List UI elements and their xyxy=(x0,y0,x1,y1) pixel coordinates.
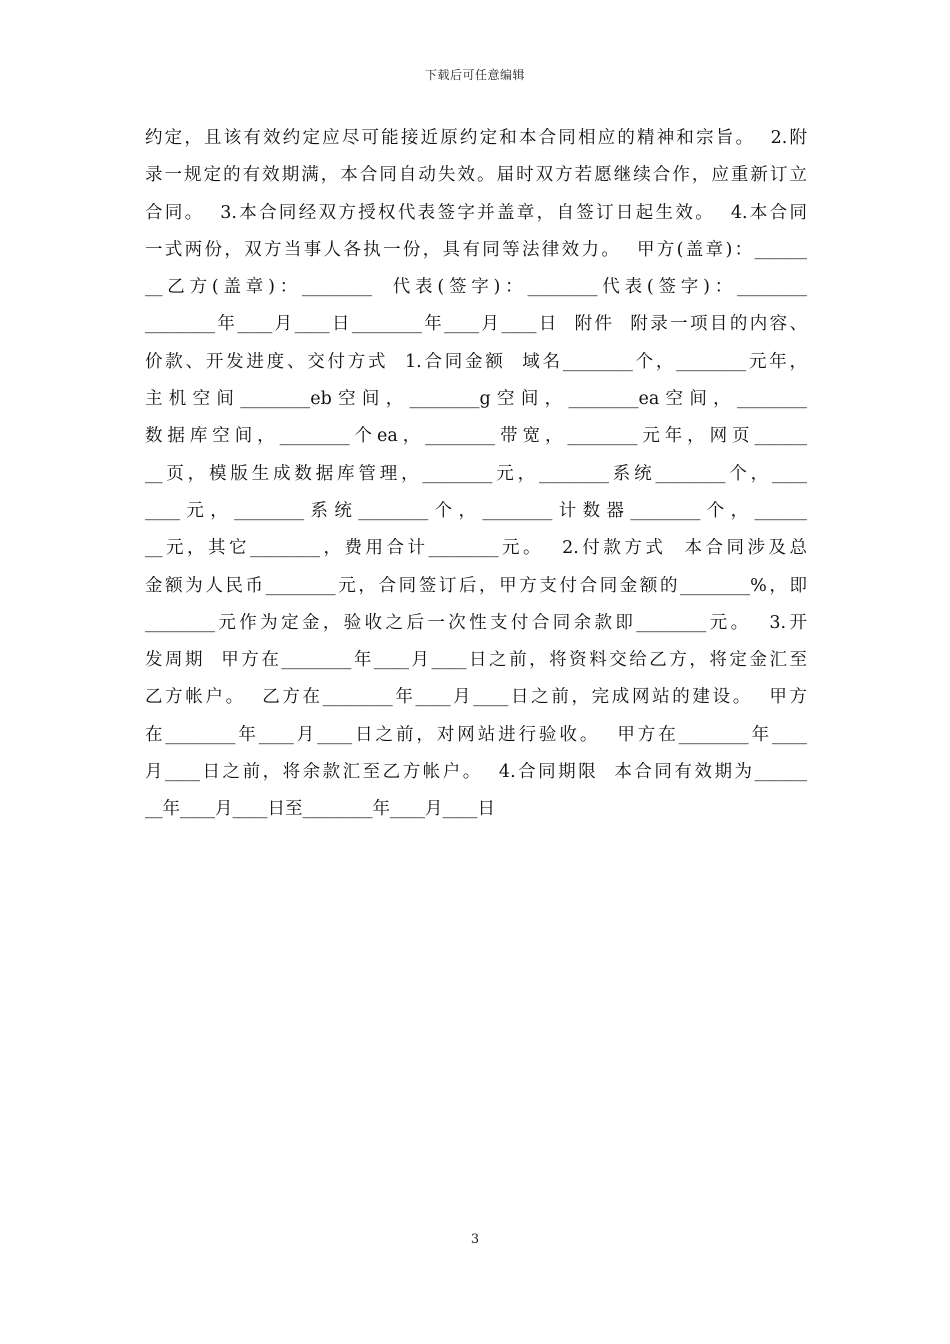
body-line: 数据库空间，________个ea，________带宽，________元年，网页______ xyxy=(145,426,807,447)
body-line: __年____月____日至________年____月____日 xyxy=(145,799,495,820)
body-line: 在________年____月____日之前，对网站进行验收。 甲方在________年____ xyxy=(145,724,807,745)
body-line: 合同。 3.本合同经双方授权代表签字并盖章，自签订日起生效。 4.本合同 xyxy=(145,202,807,223)
body-line: 价款、开发进度、交付方式 1.合同金额 域名________个，________元年， xyxy=(145,351,807,372)
body-line: 发周期 甲方在________年____月____日之前，将资料交给乙方，将定金汇至 xyxy=(145,650,807,671)
body-line: 月____日之前，将余款汇至乙方帐户。 4.合同期限 本合同有效期为______ xyxy=(145,762,807,783)
body-line: ________年____月____日________年____月____日 附件 附录一项目的内容、 xyxy=(145,314,807,335)
page-number: 3 xyxy=(470,1232,480,1247)
document-body xyxy=(145,124,807,833)
body-line: __元，其它________，费用合计________元。 2.付款方式 本合同涉及总 xyxy=(145,538,807,559)
body-line: 金额为人民币________元，合同签订后，甲方支付合同金额的________%，即 xyxy=(145,575,807,596)
body-line: 乙方帐户。 乙方在________年____月____日之前，完成网站的建设。 甲方 xyxy=(145,687,807,708)
body-line: ________元作为定金，验收之后一次性支付合同余款即________元。 3.开 xyxy=(145,612,807,633)
body-line: __乙方(盖章)：________ 代表(签字)：________代表(签字)：________ xyxy=(145,277,807,298)
body-line: 录一规定的有效期满，本合同自动失效。届时双方若愿继续合作，应重新订立 xyxy=(145,165,807,186)
body-line: 约定，且该有效约定应尽可能接近原约定和本合同相应的精神和宗旨。 2.附 xyxy=(145,128,807,148)
body-line: __页，模版生成数据库管理，________元，________系统________个，____ xyxy=(145,463,807,484)
page-header: 下载后可任意编辑 xyxy=(424,68,525,82)
body-line: 一式两份，双方当事人各执一份，具有同等法律效力。 甲方(盖章)：______ xyxy=(145,239,807,260)
body-line: 主机空间________eb空间，________g空间，________ea空间，________ xyxy=(145,389,807,410)
body-line: ____元，________系统________个，________计数器________个，______ xyxy=(145,500,807,521)
